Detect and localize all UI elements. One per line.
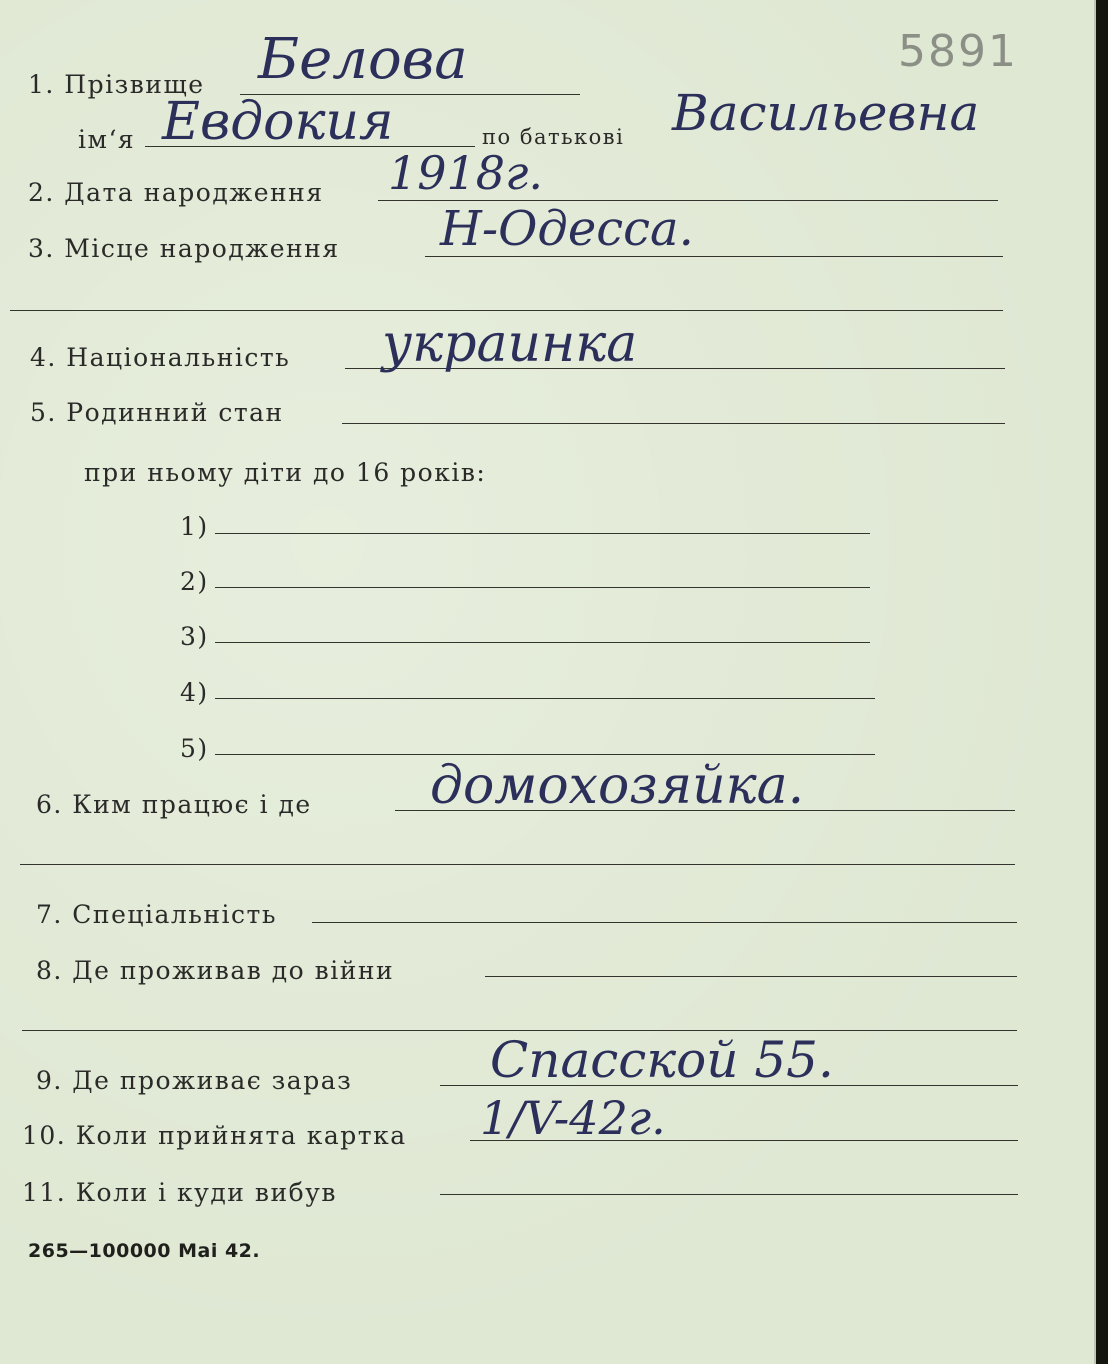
child-2-label: 2) [180,567,209,596]
card-accepted-value: 1/V-42г. [480,1091,666,1145]
child-4-line [215,698,875,699]
departure-line [440,1194,1018,1195]
occupation-label: 6. Ким працює і де [36,790,312,819]
current-residence-value: Спасской 55. [490,1031,834,1089]
name-label: ім‘я [78,125,136,154]
child-5-label: 5) [180,734,209,763]
child-4-label: 4) [180,678,209,707]
child-5-line [215,754,875,755]
archive-number: 5891 [898,26,1018,77]
patronymic-label: по батькові [482,125,625,149]
specialty-line [312,922,1017,923]
child-1-label: 1) [180,512,209,541]
print-run-footer: 265—100000 Mai 42. [28,1240,261,1262]
child-2-line [215,587,870,588]
nationality-value: украинка [382,314,638,374]
birthplace-value: Н-Одесса. [440,201,694,257]
prewar-residence-label: 8. Де проживав до війни [36,956,395,985]
marital-label: 5. Родинний стан [30,398,284,427]
current-residence-label: 9. Де проживає зараз [36,1066,353,1095]
specialty-label: 7. Спеціальність [36,900,277,929]
marital-line [342,423,1005,424]
birthplace-label: 3. Місце народження [28,234,340,263]
child-3-line [215,642,870,643]
prewar-residence-line [485,976,1017,977]
surname-label: 1. Прізвище [28,70,205,99]
occupation-value: домохозяйка. [430,756,805,816]
nationality-label: 4. Національність [30,343,291,372]
surname-value: Белова [258,27,468,92]
birthdate-value: 1918г. [388,146,543,200]
departure-label: 11. Коли і куди вибув [22,1178,337,1207]
children-label: при ньому діти до 16 років: [84,458,487,487]
patronymic-value: Васильевна [672,84,980,142]
child-3-label: 3) [180,622,209,651]
name-value: Евдокия [162,92,394,152]
birthdate-label: 2. Дата народження [28,178,324,207]
card-accepted-label: 10. Коли прийнята картка [22,1121,407,1150]
occupation-line-2 [20,864,1015,865]
birthplace-line-2 [10,310,1003,311]
child-1-line [215,533,870,534]
